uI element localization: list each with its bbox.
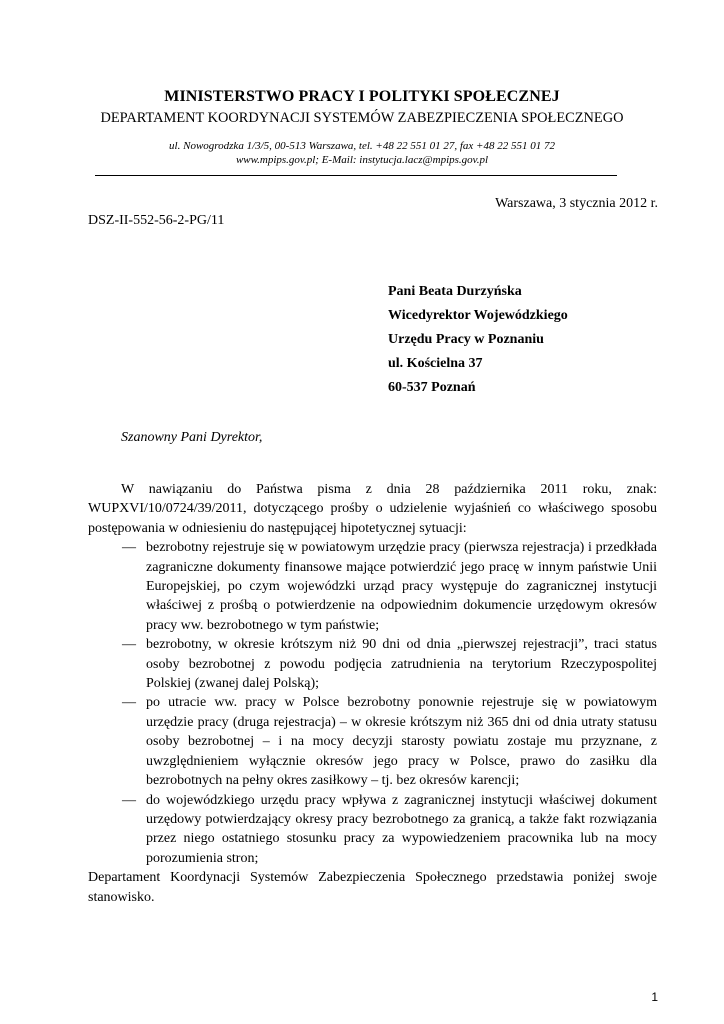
header-divider [95,175,617,176]
recipient-city: 60-537 Poznań [388,380,476,395]
dash-bullet: — [122,792,136,808]
recipient-office: Urzędu Pracy w Poznaniu [388,332,544,347]
closing-paragraph: Departament Koordynacji Systemów Zabezpieczenia Społecznego przedstawia poniżej swoje stanowisko. [88,870,657,905]
list-item-text: bezrobotny, w okresie krótszym niż 90 dni od dnia „pierwszej rejestracji”, traci status osoby bezrobotnej z powodu podjęcia zatrudnienia na terytorium Rzeczypospolitej Polskiej (zwanej dalej Polską); [146,637,657,692]
dash-bullet: — [122,695,136,711]
page-number: 1 [651,990,658,1004]
ministry-name: MINISTERSTWO PRACY I POLITYKI SPOŁECZNEJ [164,88,560,105]
reference-number: DSZ-II-552-56-2-PG/11 [88,213,225,228]
letter-date: Warszawa, 3 stycznia 2012 r. [495,196,658,211]
list-item [88,693,657,790]
dash-bullet: — [122,540,136,556]
situation-list [88,538,657,868]
department-name: DEPARTAMENT KOORDYNACJI SYSTEMÓW ZABEZPIECZENIA SPOŁECZNEGO [100,110,624,126]
list-item-text: bezrobotny rejestruje się w powiatowym urzędzie pracy (pierwsza rejestracja) i przedkłada zagraniczne dokumenty finansowe mające potwierdzić jego pracę w innym państwie Unii Europejskiej, po czym wojewódzki urząd pracy występuje do zagranicznej instytucji właściwej z prośbą o potwierdzenie na odpowiednim dokumencie urzędowym okresów pracy ww. bezrobotnego w tym państwie; [146,540,657,633]
dash-bullet: — [122,637,136,653]
recipient-name: Pani Beata Durzyńska [388,284,522,299]
salutation: Szanowny Pani Dyrektor, [121,430,263,445]
list-item [88,635,657,693]
recipient-street: ul. Kościelna 37 [388,356,483,371]
address-line: ul. Nowogrodzka 1/3/5, 00-513 Warszawa, tel. +48 22 551 01 27, fax +48 22 551 01 72 [169,140,555,152]
list-item-text: po utracie ww. pracy w Polsce bezrobotny ponownie rejestruje się w powiatowym urzędzie pracy (druga rejestracja) – w okresie krótszym niż 365 dni od dnia utraty statusu osoby bezrobotnej – i na mocy decyzji starosty powiatu zostaje mu przyznane, z uwzględnieniem wyłącznie okresów jego pracy w Polsce, prawo do zasiłku dla bezrobotnych na pełny okres zasiłkowy – tj. bez okresów karencji; [146,695,657,789]
recipient-block [388,280,568,400]
list-item-text: do wojewódzkiego urzędu pracy wpływa z zagranicznej instytucji właściwej dokument urzędowy potwierdzający okresy pracy bezrobotnego za granicą, a także fakt rozwiązania przez niego ostatniego stosunku pracy za wypowiedzeniem pracownika lub na mocy porozumienia stron; [146,792,657,866]
intro-paragraph: W nawiązaniu do Państwa pisma z dnia 28 października 2011 roku, znak: WUPXVI/10/0724/39/2011, dotyczącego prośby o udzielenie wyjaśnień co właściwego sposobu postępowania w odniesieniu do następującej hipotetycznej sytuacji: [88,482,657,536]
list-item [88,791,657,869]
letter-body [88,480,657,907]
recipient-title: Wicedyrektor Wojewódzkiego [388,308,568,323]
contact-line: www.mpips.gov.pl; E-Mail: instytucja.lacz@mpips.gov.pl [235,154,489,166]
list-item [88,538,657,635]
